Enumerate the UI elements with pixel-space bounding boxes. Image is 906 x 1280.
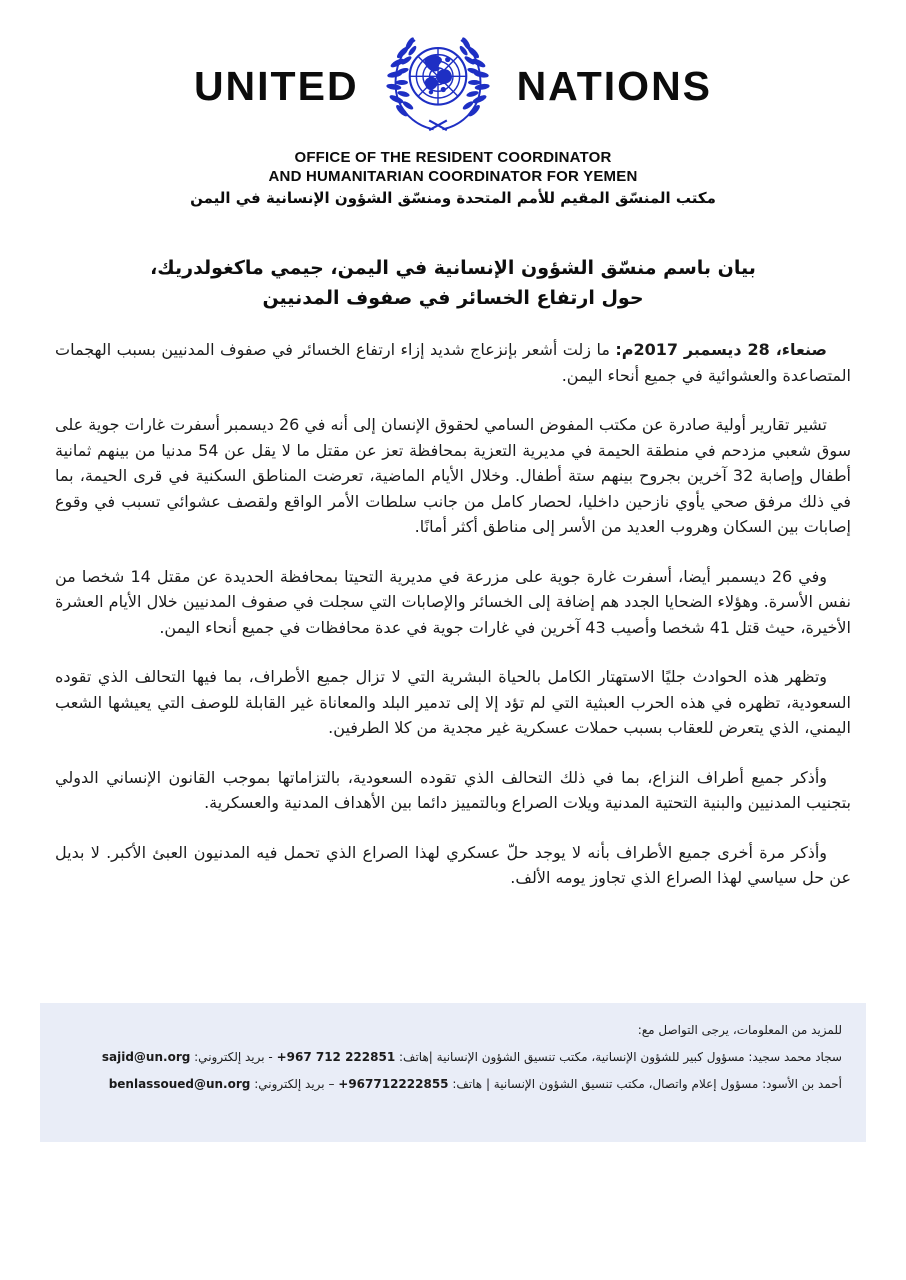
letterhead: [0, 0, 906, 207]
contact-intro: للمزيد من المعلومات، يرجى التواصل مع:: [637, 1022, 842, 1037]
office-name-ar: مكتب المنسّق المقيم للأمم المتحدة ومنسّق الشؤون الإنسانية في اليمن: [190, 189, 716, 207]
contact-1-email: sajid@un.org: [101, 1049, 191, 1064]
contact-footer: [40, 1003, 866, 1142]
paragraph-2: تشير تقارير أولية صادرة عن مكتب المفوض السامي لحقوق الإنسان إلى أنه في 26 ديسمبر أسفرت غارات جوية على سوق شعبي مزدحم في منطقة الحيمة في مديرية التعزية بمحافظة تعز عن مقتل ما لا يقل عن 54 مدنيا من بينهم ثمانية أطفال وإصابة 32 آخرين بجروح بينهم ستة أطفال. وخلال الأيام الماضية، تعرضت المناطق السكنية في قرى الحيمة، بما في ذلك مرفق صحي يأوي نازحين داخليا، لحصار كامل من جانب سلطات الأمر الواقع ولقصف عشوائي تسبب في وقوع إصابات بين السكان وهروب العديد من الأسر إلى مناطق أكثر أمانًا.: [55, 415, 852, 536]
un-wordmark-row: [0, 30, 906, 142]
dateline: صنعاء، 28 ديسمبر 2017م:: [615, 340, 828, 359]
contact-2-text: أحمد بن الأسود: مسؤول إعلام واتصال، مكتب تنسيق الشؤون الإنسانية | هاتف:: [448, 1076, 842, 1091]
office-name-line1: OFFICE OF THE RESIDENT COORDINATOR: [294, 149, 612, 166]
paragraph-5: وأذكر جميع أطراف النزاع، بما في ذلك التحالف الذي تقوده السعودية، بالتزاماتها بموجب القانون الإنساني الدولي بتجنيب المدنيين والبنية التحتية المدنية ويلات الصراع وبالتمييز دائما بين الأهداف المدنية والعسكرية.: [55, 767, 851, 812]
paragraph-4: وتظهر هذه الحوادث جليًا الاستهتار الكامل بالحياة البشرية التي لا تزال جميع الأطراف، بما فيها التحالف الذي تقوده السعودية، تظهره في هذه الحرب العبثية التي لم تؤد إلا إلى تدمير البلد والمعاناة غير القابلة للوصف التي يعيشها الشعب اليمني، الذي يتعرض للعقاب بسبب حملات عسكرية غير مجدية من كلا الطرفين.: [55, 667, 851, 737]
paragraph-3: وفي 26 ديسمبر أيضا، أسفرت غارة جوية على مزرعة في مديرية التحيتا بمحافظة الحديدة عن مقتل 14 شخصا من نفس الأسرة. وهؤلاء الضحايا الجدد هم إضافة إلى الخسائر والإصابات التي سجلت في صفوف المدنيين خلال الأيام العشرة الأخيرة، حيث قتل 41 شخصا وأصيب 43 آخرين في غارات جوية في عدة محافظات في جميع أنحاء اليمن.: [55, 566, 851, 637]
contact-1-email-label: - بريد إلكتروني:: [190, 1049, 277, 1064]
un-emblem-icon: [385, 30, 491, 142]
statement-title: [0, 253, 906, 313]
statement-body: [55, 337, 851, 891]
contact-2-email: benlassoued@un.org: [108, 1076, 251, 1091]
contact-2-phone: +967712222855: [338, 1076, 449, 1091]
contact-line-1: [64, 1044, 842, 1071]
united-wordmark: UNITED: [193, 62, 359, 109]
contact-line-2: [64, 1071, 842, 1098]
paragraph-6: وأذكر مرة أخرى جميع الأطراف بأنه لا يوجد حلّ عسكري لهذا الصراع الذي تحمل فيه المدنيون العبئ الأكبر. لا بديل عن حل سياسي لهذا الصراع الذي تجاوز يومه الألف.: [55, 842, 851, 887]
paragraph-1-text: ما زلت أشعر بإنزعاج شديد إزاء ارتفاع الخسائر في صفوف المدنيين بسبب الهجمات المتصاعدة والعشوائية في جميع أنحاء اليمن.: [55, 340, 851, 385]
contact-1-phone: +967 712 222851: [276, 1049, 396, 1064]
office-name-line2: AND HUMANITARIAN COORDINATOR FOR YEMEN: [268, 168, 638, 185]
statement-title-line2: حول ارتفاع الخسائر في صفوف المدنيين: [262, 287, 644, 309]
paragraph-dateline: [55, 337, 851, 388]
nations-wordmark: NATIONS: [516, 62, 713, 109]
contact-1-text: سجاد محمد سجيد: مسؤول كبير للشؤون الإنسانية، مكتب تنسيق الشؤون الإنسانية |هاتف:: [395, 1049, 842, 1064]
statement-title-line1: بيان باسم منسّق الشؤون الإنسانية في اليمن، جيمي ماكغولدريك،: [150, 257, 756, 279]
office-name-en: [0, 148, 906, 186]
contact-2-email-label: – بريد إلكتروني:: [250, 1076, 339, 1091]
